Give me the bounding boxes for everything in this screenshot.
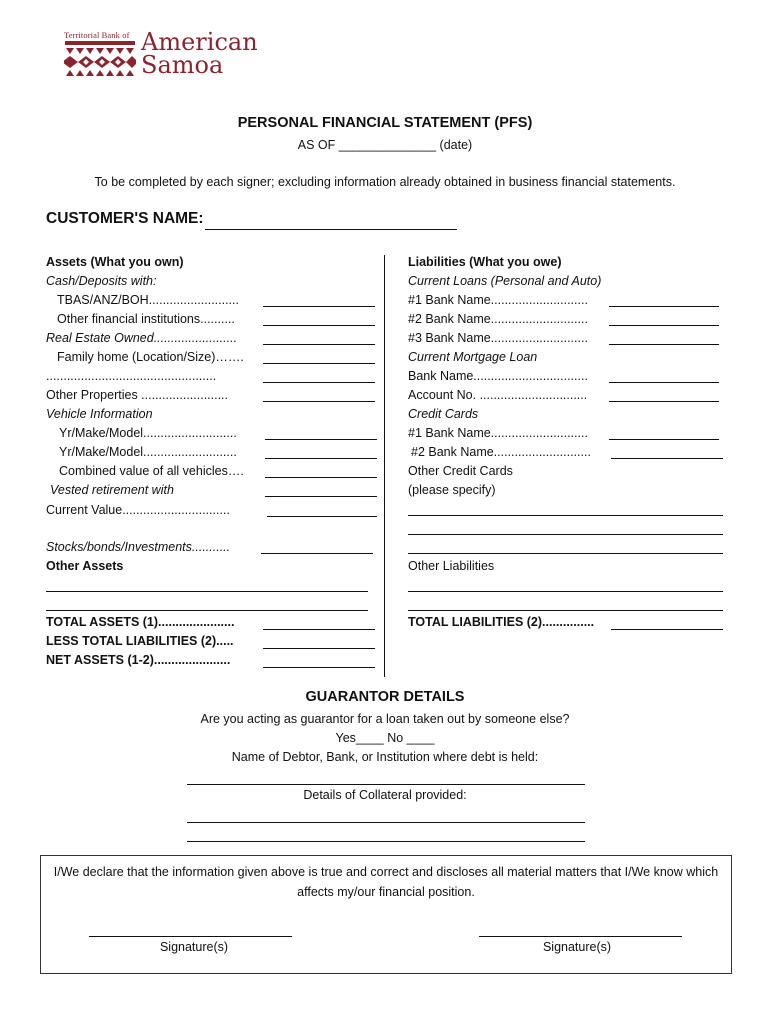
real-estate-label: Real Estate Owned........................ — [46, 331, 238, 345]
other-financial-amount-field[interactable] — [263, 325, 375, 326]
logo-line-1: American — [141, 28, 258, 56]
other-liabilities-line-2-field[interactable] — [408, 610, 723, 611]
signature-1-line[interactable] — [89, 936, 292, 937]
collateral-line-2-field[interactable] — [187, 841, 585, 842]
other-assets-heading: Other Assets — [46, 559, 124, 573]
mortgage-bank-label: Bank Name................................. — [408, 369, 588, 383]
credit-card-1-amount-field[interactable] — [609, 439, 719, 440]
other-assets-line-2-field[interactable] — [46, 610, 368, 611]
vehicle-1-amount-field[interactable] — [265, 439, 377, 440]
other-credit-cards-label: Other Credit Cards — [408, 464, 513, 478]
collateral-line-1-field[interactable] — [187, 822, 585, 823]
bank-logo — [64, 30, 304, 80]
signature-1-label: Signature(s) — [159, 940, 229, 954]
loan-bank-3-amount-field[interactable] — [609, 344, 719, 345]
account-no-field[interactable] — [609, 401, 719, 402]
credit-card-1-label: #1 Bank Name............................ — [408, 426, 588, 440]
instructions-text: To be completed by each signer; excluding information already obtained in business financial statements. — [94, 175, 676, 189]
other-properties-label: Other Properties ......................... — [46, 388, 229, 402]
other-credit-line-3-field[interactable] — [408, 553, 723, 554]
total-liabilities-label: TOTAL LIABILITIES (2)............... — [408, 615, 595, 629]
current-loans-label: Current Loans (Personal and Auto) — [408, 274, 602, 288]
guarantor-yes-no[interactable]: Yes____ No ____ — [335, 731, 435, 745]
debtor-field[interactable] — [187, 784, 585, 785]
debtor-label: Name of Debtor, Bank, or Institution where debt is held: — [231, 750, 539, 764]
total-assets-amount-field[interactable] — [263, 629, 375, 630]
credit-cards-label: Credit Cards — [408, 407, 479, 421]
other-credit-line-2-field[interactable] — [408, 534, 723, 535]
mortgage-bank-field[interactable] — [609, 382, 719, 383]
customer-name-label: CUSTOMER'S NAME: — [46, 210, 204, 227]
less-total-liabilities-label: LESS TOTAL LIABILITIES (2)..... — [46, 634, 234, 648]
customer-name-field[interactable] — [205, 229, 457, 230]
loan-bank-1-label: #1 Bank Name............................ — [408, 293, 588, 307]
signature-2-line[interactable] — [479, 936, 682, 937]
additional-property-amount-field[interactable] — [263, 382, 375, 383]
vehicle-1-label: Yr/Make/Model........................... — [59, 426, 237, 440]
family-home-amount-field[interactable] — [263, 363, 375, 364]
other-properties-amount-field[interactable] — [263, 401, 375, 402]
liabilities-heading: Liabilities (What you owe) — [408, 255, 562, 269]
logo-small-text: Territorial Bank of — [64, 30, 130, 40]
current-value-amount-field[interactable] — [267, 516, 377, 517]
please-specify-label: (please specify) — [408, 483, 496, 497]
assets-heading: Assets (What you own) — [46, 255, 184, 269]
combined-vehicles-label: Combined value of all vehicles…. — [59, 464, 244, 478]
column-divider — [384, 255, 385, 677]
loan-bank-2-label: #2 Bank Name............................ — [408, 312, 588, 326]
loan-bank-1-amount-field[interactable] — [609, 306, 719, 307]
vehicle-2-amount-field[interactable] — [265, 458, 377, 459]
current-value-label: Current Value............................... — [46, 503, 230, 517]
logo-line-2: Samoa — [141, 51, 224, 79]
page-title: PERSONAL FINANCIAL STATEMENT (PFS) — [237, 115, 533, 131]
tbas-amount-field[interactable] — [263, 306, 375, 307]
total-assets-label: TOTAL ASSETS (1)...................... — [46, 615, 235, 629]
net-assets-amount-field[interactable] — [263, 667, 375, 668]
less-total-liabilities-amount-field[interactable] — [263, 648, 375, 649]
other-credit-line-1-field[interactable] — [408, 515, 723, 516]
cash-deposits-label: Cash/Deposits with: — [46, 274, 157, 288]
loan-bank-3-label: #3 Bank Name............................ — [408, 331, 588, 345]
declaration-text: I/We declare that the information given above is true and correct and discloses all material matters that I/We know which affects my/our financial position. — [53, 865, 719, 899]
total-liabilities-amount-field[interactable] — [611, 629, 723, 630]
credit-card-2-label: #2 Bank Name............................ — [411, 445, 591, 459]
loan-bank-2-amount-field[interactable] — [609, 325, 719, 326]
other-financial-label: Other financial institutions.......... — [57, 312, 235, 326]
stocks-label: Stocks/bonds/Investments........... — [46, 540, 231, 554]
guarantor-question: Are you acting as guarantor for a loan taken out by someone else? — [200, 712, 570, 726]
additional-property-label: ................................................. — [46, 369, 217, 383]
other-liabilities-line-1-field[interactable] — [408, 591, 723, 592]
credit-card-2-amount-field[interactable] — [611, 458, 723, 459]
vested-retirement-amount-field[interactable] — [265, 496, 377, 497]
signature-2-label: Signature(s) — [542, 940, 612, 954]
vested-retirement-label: Vested retirement with — [50, 483, 174, 497]
vehicle-2-label: Yr/Make/Model........................... — [59, 445, 237, 459]
samoan-pattern-emblem-icon — [64, 40, 136, 78]
other-liabilities-label: Other Liabilities — [408, 559, 495, 573]
mortgage-label: Current Mortgage Loan — [408, 350, 538, 364]
collateral-label: Details of Collateral provided: — [303, 788, 467, 802]
as-of-date-line: AS OF ______________ (date) — [297, 138, 473, 152]
vehicle-info-label: Vehicle Information — [46, 407, 153, 421]
other-assets-line-1-field[interactable] — [46, 591, 368, 592]
guarantor-heading: GUARANTOR DETAILS — [305, 689, 465, 705]
combined-vehicles-amount-field[interactable] — [265, 477, 377, 478]
net-assets-label: NET ASSETS (1-2)...................... — [46, 653, 231, 667]
tbas-label: TBAS/ANZ/BOH.......................... — [57, 293, 239, 307]
stocks-amount-field[interactable] — [261, 553, 373, 554]
family-home-label: Family home (Location/Size)……. — [57, 350, 244, 364]
account-no-label: Account No. ............................... — [408, 388, 588, 402]
real-estate-amount-field[interactable] — [263, 344, 375, 345]
